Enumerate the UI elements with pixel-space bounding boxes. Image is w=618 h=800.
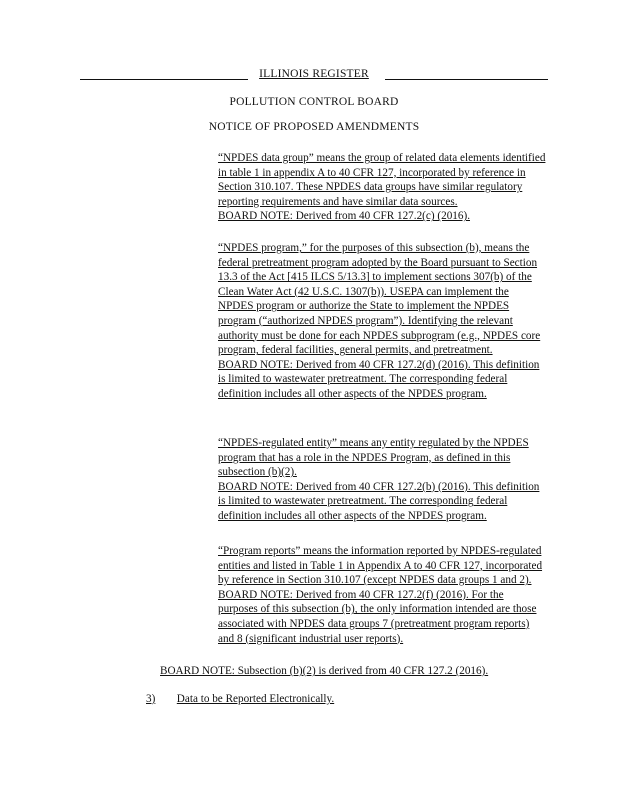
board-note-subsection: BOARD NOTE: Subsection (b)(2) is derived from 40 CFR 127.2 (2016).	[160, 665, 489, 677]
definition-board-note: BOARD NOTE: Derived from 40 CFR 127.2(b) (2016). This definition is limited to wastewater pretreatment. The corresponding federal definition includes all other aspects of the NPDES program.	[218, 480, 540, 522]
definition-text: “NPDES-regulated entity” means any entity regulated by the NPDES program that has a role in the NPDES Program, as defined in this subsection (b)(2).	[218, 437, 529, 479]
definition-text: “NPDES program,” for the purposes of this subsection (b), means the federal pretreatment program adopted by the Board pursuant to Section 13.3 of the Act [415 ILCS 5/13.3] to implement sections 307(b) of the Clean Water Act (42 U.S.C. 1307(b)). USEPA can implement the NPDES program or authorize the State to implement the NPDES program (“authorized NPDES program”). Identifying the relevant authority must be done for each NPDES subprogram (e.g., NPDES core program, federal facilities, general permits, and pretreatment.	[218, 242, 541, 357]
board-title: POLLUTION CONTROL BOARD	[229, 96, 399, 108]
section-number: 3)	[146, 693, 156, 705]
definition-npdes-program	[218, 241, 546, 402]
notice-title: NOTICE OF PROPOSED AMENDMENTS	[208, 121, 420, 133]
section-title: Data to be Reported Electronically.	[176, 693, 335, 705]
register-title: ILLINOIS REGISTER	[259, 68, 369, 80]
definition-board-note: BOARD NOTE: Derived from 40 CFR 127.2(d) (2016). This definition is limited to wastewater pretreatment. The corresponding federal definition includes all other aspects of the NPDES program.	[218, 358, 540, 400]
definition-text: “Program reports” means the information reported by NPDES-regulated entities and listed in Table 1 in Appendix A to 40 CFR 127, incorporated by reference in Section 310.107 (except NPDES data groups 1 and 2).	[218, 545, 543, 587]
definition-npdes-regulated-entity	[218, 436, 546, 524]
definition-board-note: BOARD NOTE: Derived from 40 CFR 127.2(c) (2016).	[218, 210, 470, 223]
definition-text: “NPDES data group” means the group of related data elements identified in table 1 in appendix A to 40 CFR 127, incorporated by reference in Section 310.107. These NPDES data groups have similar regulatory reporting requirements and have similar data sources.	[218, 152, 546, 208]
definition-npdes-data-group	[218, 151, 546, 224]
definition-board-note: BOARD NOTE: Derived from 40 CFR 127.2(f) (2016). For the purposes of this subsection (b), the only information intended are those associated with NPDES data groups 7 (pretreatment program reports) and 8 (significant industrial user reports).	[218, 588, 537, 645]
definition-program-reports	[218, 544, 546, 646]
section-item-3	[146, 693, 334, 705]
